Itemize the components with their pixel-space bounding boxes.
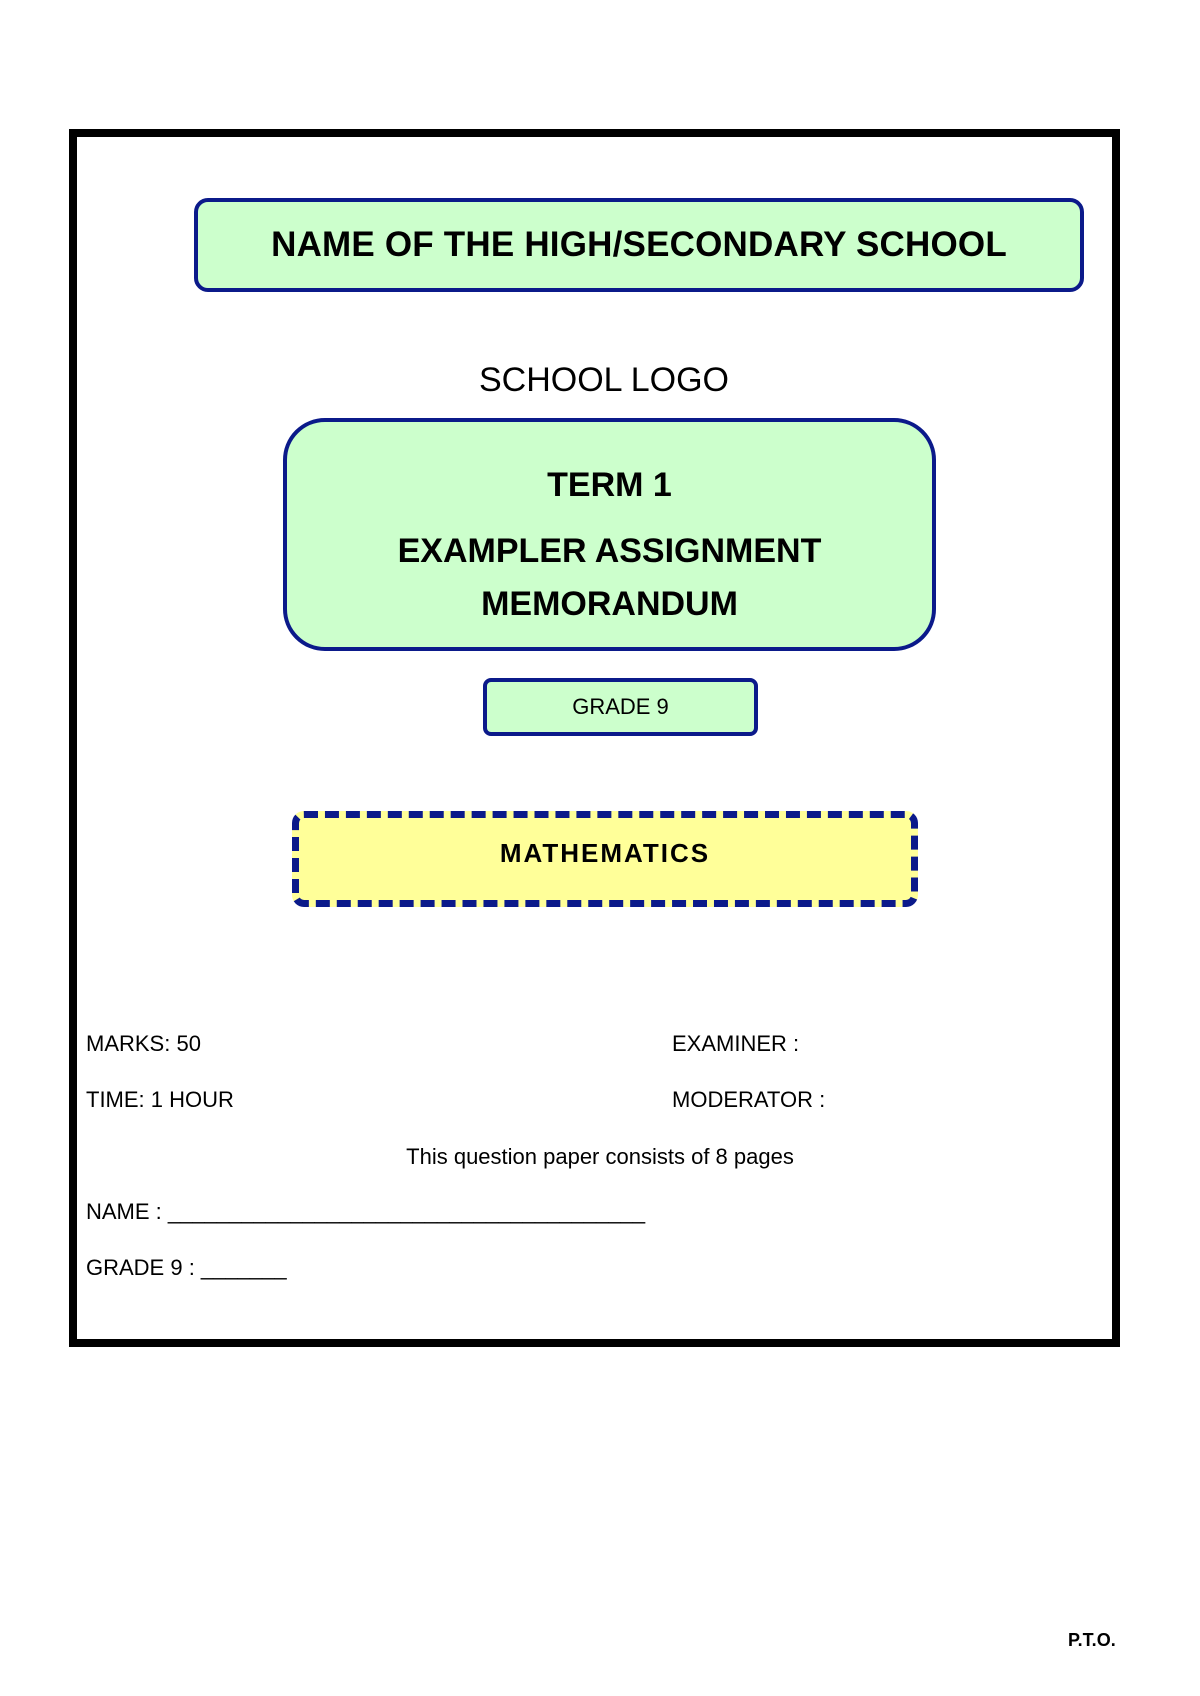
examiner-label: EXAMINER :	[672, 1031, 800, 1056]
school-name-box	[194, 198, 1084, 292]
grade-label: GRADE 9	[572, 694, 669, 719]
grade-box	[483, 678, 758, 736]
memorandum-title: MEMORANDUM	[481, 585, 738, 623]
subject-box	[292, 811, 918, 907]
pto-label: P.T.O.	[1068, 1630, 1116, 1650]
school-name: NAME OF THE HIGH/SECONDARY SCHOOL	[271, 225, 1007, 264]
grade-field-line: GRADE 9 : _______	[86, 1255, 287, 1280]
name-field-line: NAME : _______________________________________	[86, 1199, 646, 1224]
title-box	[283, 418, 936, 651]
pages-note: This question paper consists of 8 pages	[406, 1144, 794, 1169]
moderator-label: MODERATOR :	[672, 1087, 826, 1112]
term-title: TERM 1	[547, 466, 672, 504]
subject-label: MATHEMATICS	[499, 838, 711, 868]
time-label: TIME: 1 HOUR	[86, 1087, 234, 1112]
assignment-title: EXAMPLER ASSIGNMENT	[397, 532, 822, 570]
school-logo-placeholder: SCHOOL LOGO	[478, 361, 730, 399]
marks-label: MARKS: 50	[86, 1031, 201, 1056]
